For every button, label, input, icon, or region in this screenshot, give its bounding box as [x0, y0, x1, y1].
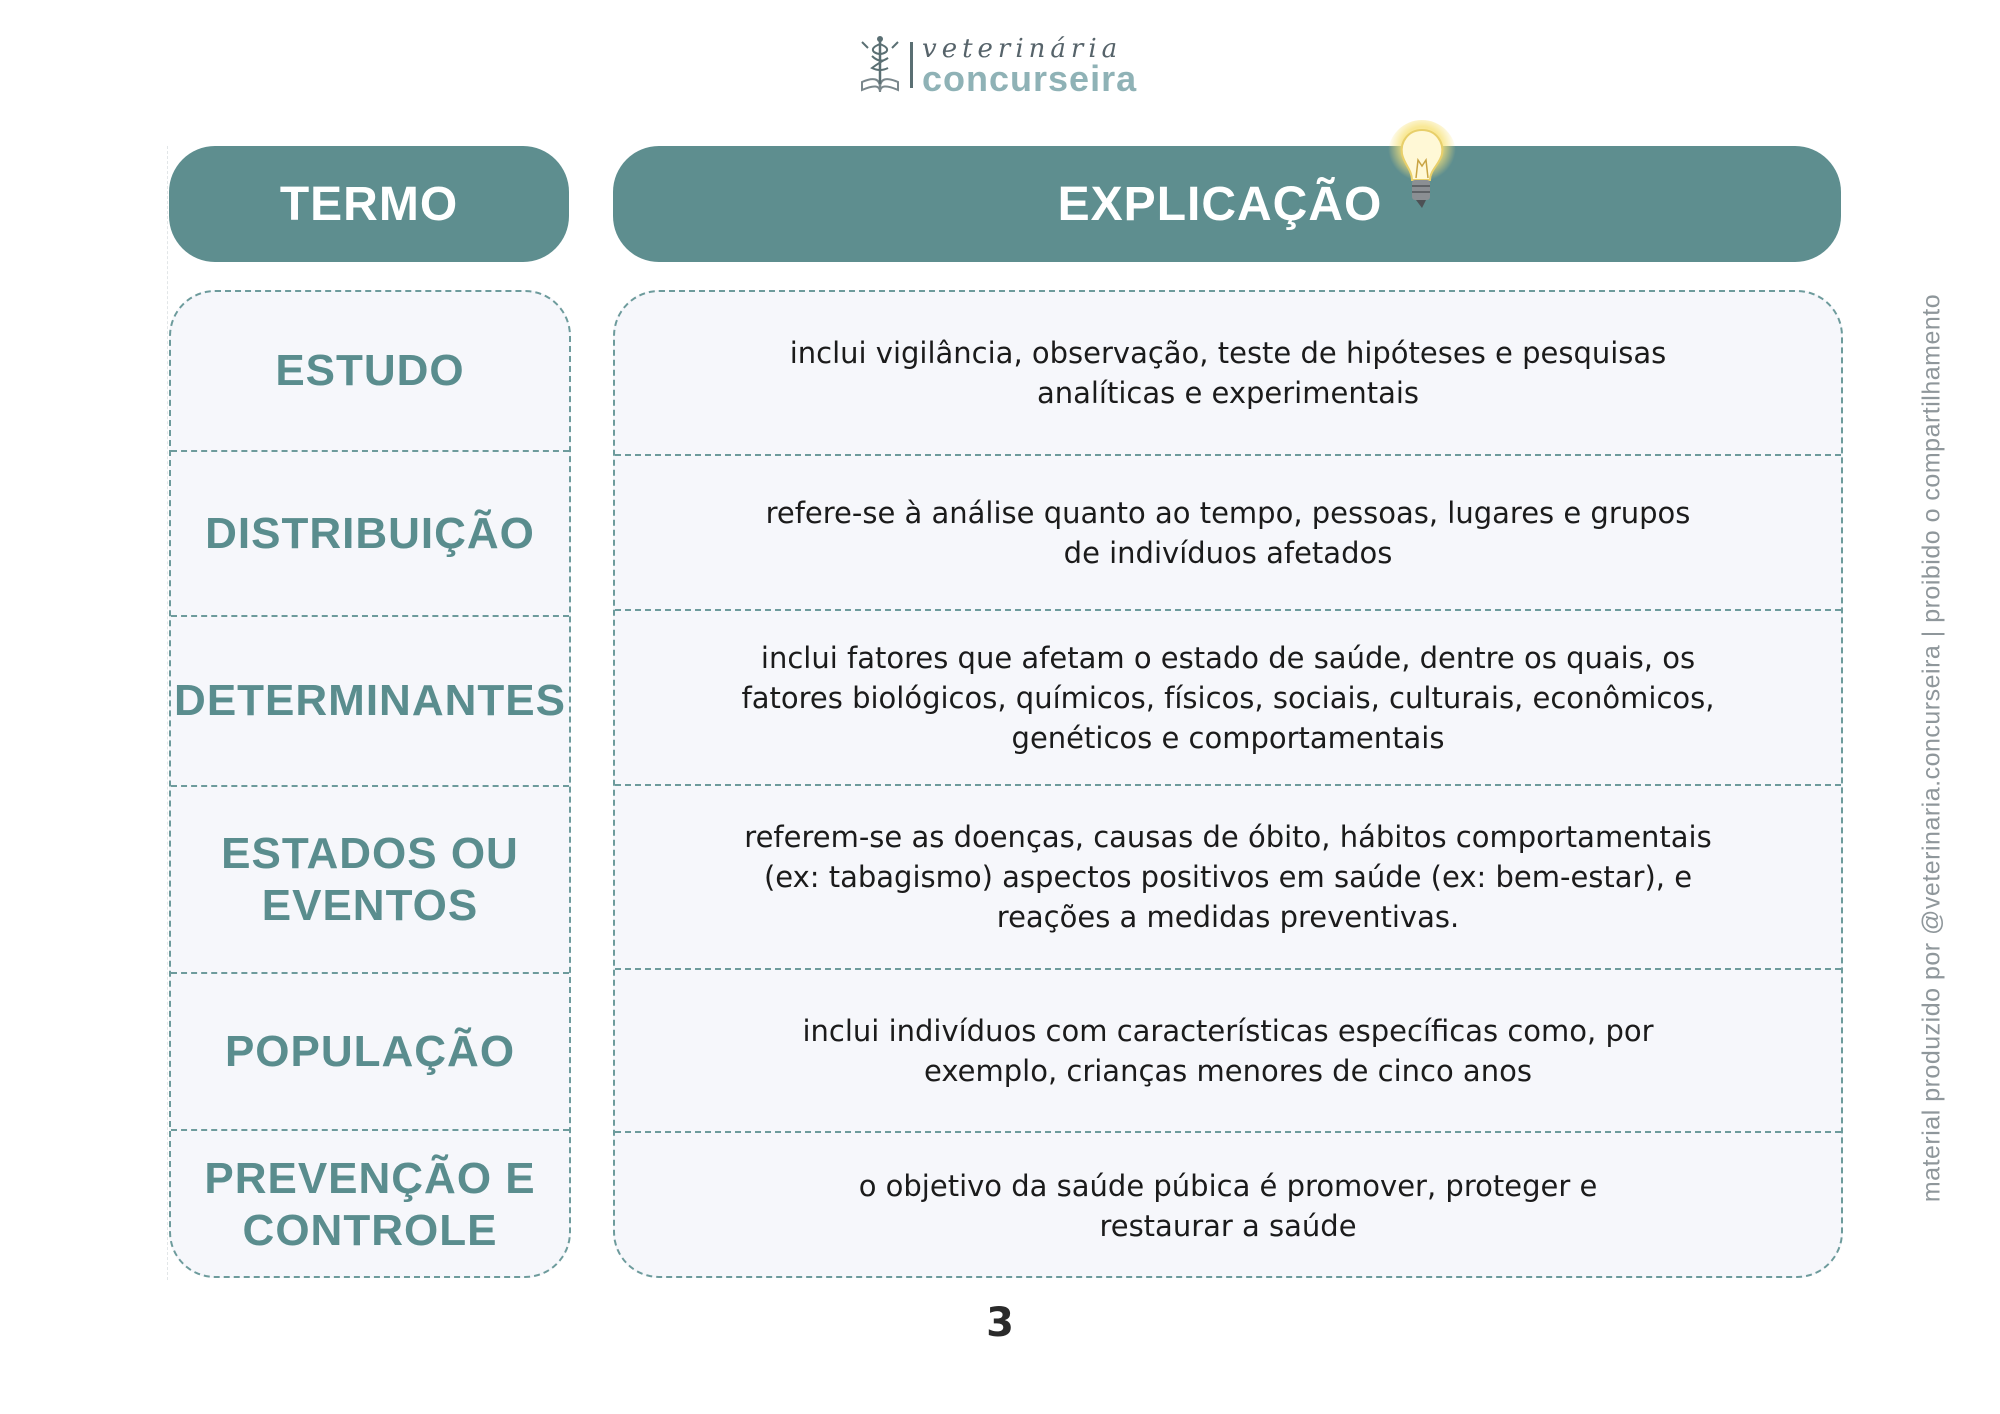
explanation-estados-ou-eventos: referem-se as doenças, causas de óbito, hábitos comportamentais (ex: tabagismo) aspectos positivos em saúde (ex: bem-estar), e reações a medidas preventivas. — [744, 820, 1712, 934]
guide-line — [167, 146, 168, 1280]
logo-main-text: concurseira — [922, 58, 1138, 99]
explanation-determinantes: inclui fatores que afetam o estado de saúde, dentre os quais, os fatores biológicos, químicos, físicos, sociais, culturais, econômicos, genéticos e comportamentais — [741, 640, 1715, 755]
term-row — [171, 615, 569, 785]
term-prevencao-e-controle: PREVENÇÃO E CONTROLE — [204, 1153, 536, 1255]
term-row — [171, 972, 569, 1129]
term-row — [171, 1129, 569, 1278]
term-estados-ou-eventos: ESTADOS OU EVENTOS — [221, 828, 519, 930]
term-row — [171, 292, 569, 450]
explanation-row — [615, 784, 1841, 968]
term-row — [171, 450, 569, 615]
explanation-estudo: inclui vigilância, observação, teste de hipóteses e pesquisas analíticas e experimentais — [789, 336, 1667, 410]
term-header-label: TERMO — [279, 177, 459, 231]
term-determinantes: DETERMINANTES — [174, 676, 566, 725]
explanation-prevencao-e-controle: o objetivo da saúde púbica é promover, proteger e restaurar a saúde — [858, 1168, 1598, 1243]
explanation-populacao: inclui indivíduos com características específicas como, por exemplo, crianças menores de cinco anos — [802, 1013, 1654, 1088]
explanation-row — [615, 292, 1841, 454]
logo-script-text: veterinária — [922, 34, 1123, 64]
term-row — [171, 785, 569, 972]
explanation-row — [615, 454, 1841, 609]
logo-divider — [910, 42, 913, 88]
watermark-text: material produzido por @veterinaria.concurseira | proibido o compartilhamento — [1917, 293, 1946, 1203]
caduceus-book-icon — [858, 32, 902, 94]
explanation-row — [615, 609, 1841, 784]
explanation-header-label: EXPLICAÇÃO — [1057, 177, 1383, 231]
term-populacao: POPULAÇÃO — [224, 1026, 516, 1076]
explanation-distribuicao: refere-se à análise quanto ao tempo, pessoas, lugares e grupos de indivíduos afetados — [765, 495, 1691, 570]
explanation-row — [615, 968, 1841, 1131]
terms-box — [169, 290, 571, 1278]
term-distribuicao: DISTRIBUIÇÃO — [205, 508, 535, 558]
logo — [858, 32, 1148, 98]
page-number: 3 — [986, 1300, 1014, 1346]
term-column-header — [169, 146, 569, 262]
explanation-column-header — [613, 146, 1841, 262]
explanations-box — [613, 290, 1843, 1278]
lightbulb-icon — [1378, 120, 1460, 232]
term-estudo: ESTUDO — [275, 346, 465, 395]
explanation-row — [615, 1131, 1841, 1278]
watermark — [1914, 268, 1950, 1228]
